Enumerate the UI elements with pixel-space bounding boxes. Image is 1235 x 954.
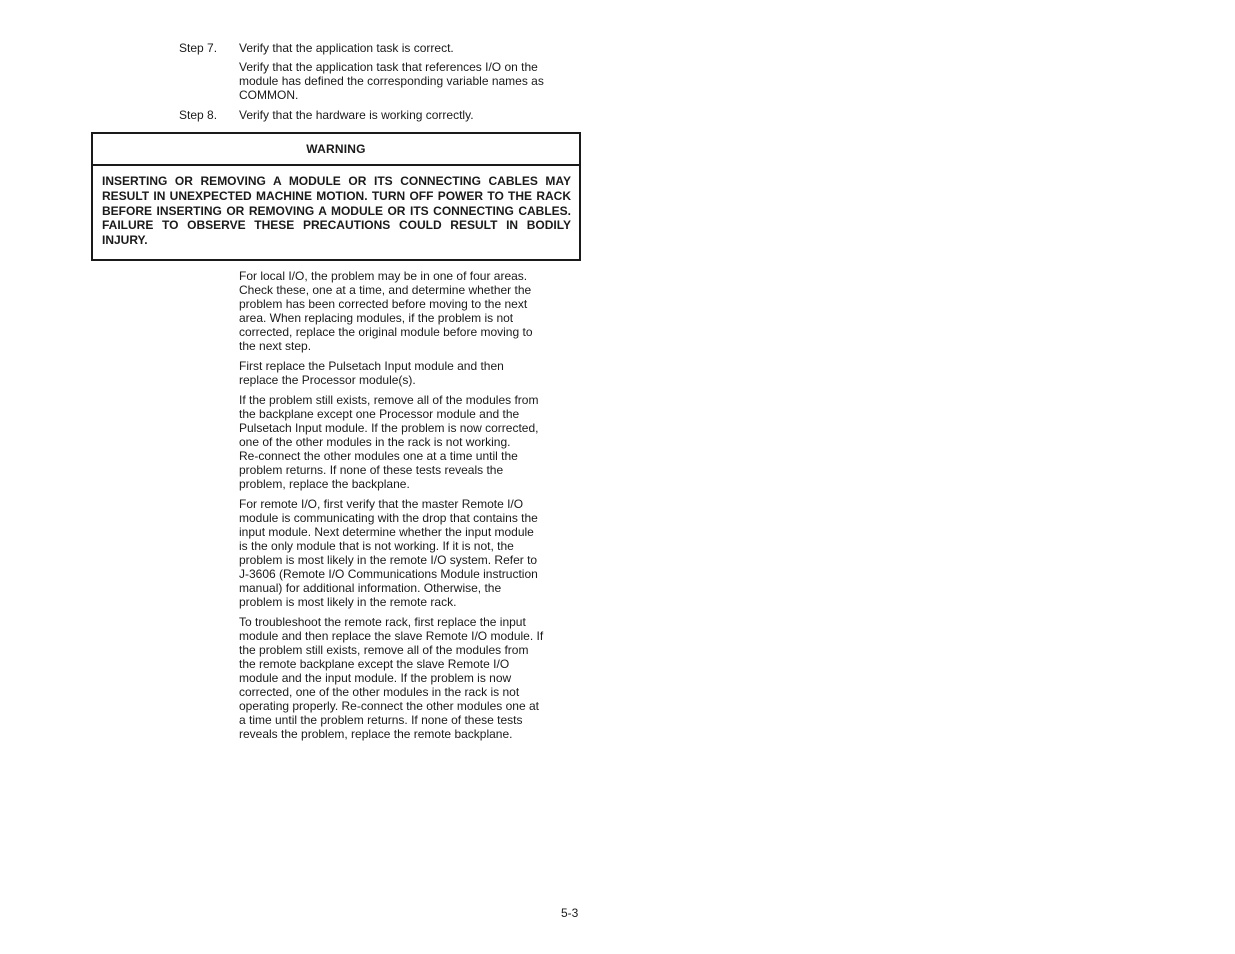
- paragraph-remote-io: For remote I/O, first verify that the master Remote I/O module is communicating with the drop that contains the input module. Next determine whether the input module is the only module that is not working. If it is not, the problem is most likely in the remote I/O system. Refer to J-3606 (Remote I/O Communications Module instruction manual) for additional information. Otherwise, the problem is most likely in the remote rack.: [239, 497, 538, 609]
- paragraph-replace-modules: First replace the Pulsetach Input module and then replace the Processor module(s).: [239, 359, 504, 387]
- step-text: Verify that the hardware is working correctly.: [239, 108, 474, 122]
- warning-box: [91, 132, 581, 261]
- step-text: Verify that the application task is correct.: [239, 41, 454, 55]
- paragraph-local-io: For local I/O, the problem may be in one of four areas. Check these, one at a time, and determine whether the problem has been corrected before moving to the next area. When replacing modules, if the problem is not corrected, replace the original module before moving to the next step.: [239, 269, 533, 353]
- step-label: Step 7.: [179, 41, 218, 55]
- paragraph-remote-rack: To troubleshoot the remote rack, first replace the input module and then replace the slave Remote I/O module. If the problem still exists, remove all of the modules from the remote backplane except the slave Remote I/O module and the input module. If the problem is now corrected, one of the other modules in the rack is not operating properly. Re-connect the other modules one at a time until the problem returns. If none of these tests reveals the problem, replace the remote backplane.: [239, 615, 544, 741]
- warning-title: WARNING: [93, 134, 579, 166]
- warning-text: INSERTING OR REMOVING A MODULE OR ITS CONNECTING CABLES MAY RESULT IN UNEXPECTED MACHINE MOTION. TURN OFF POWER TO THE RACK BEFORE INSERTING OR REMOVING A MODULE OR ITS CONNECTING CABLES. FAILURE TO OBSERVE THESE PRECAUTIONS COULD RESULT IN BODILY INJURY.: [102, 174, 571, 248]
- page-number: 5-3: [561, 906, 579, 920]
- step-label: Step 8.: [179, 108, 218, 122]
- step-7-detail: Verify that the application task that references I/O on the module has defined the corresponding variable names as COMMON.: [239, 60, 544, 102]
- paragraph-backplane: If the problem still exists, remove all of the modules from the backplane except one Processor module and the Pulsetach Input module. If the problem is now corrected, one of the other modules in the rack is not working. Re-connect the other modules one at a time until the problem returns. If none of these tests reveals the problem, replace the backplane.: [239, 393, 539, 491]
